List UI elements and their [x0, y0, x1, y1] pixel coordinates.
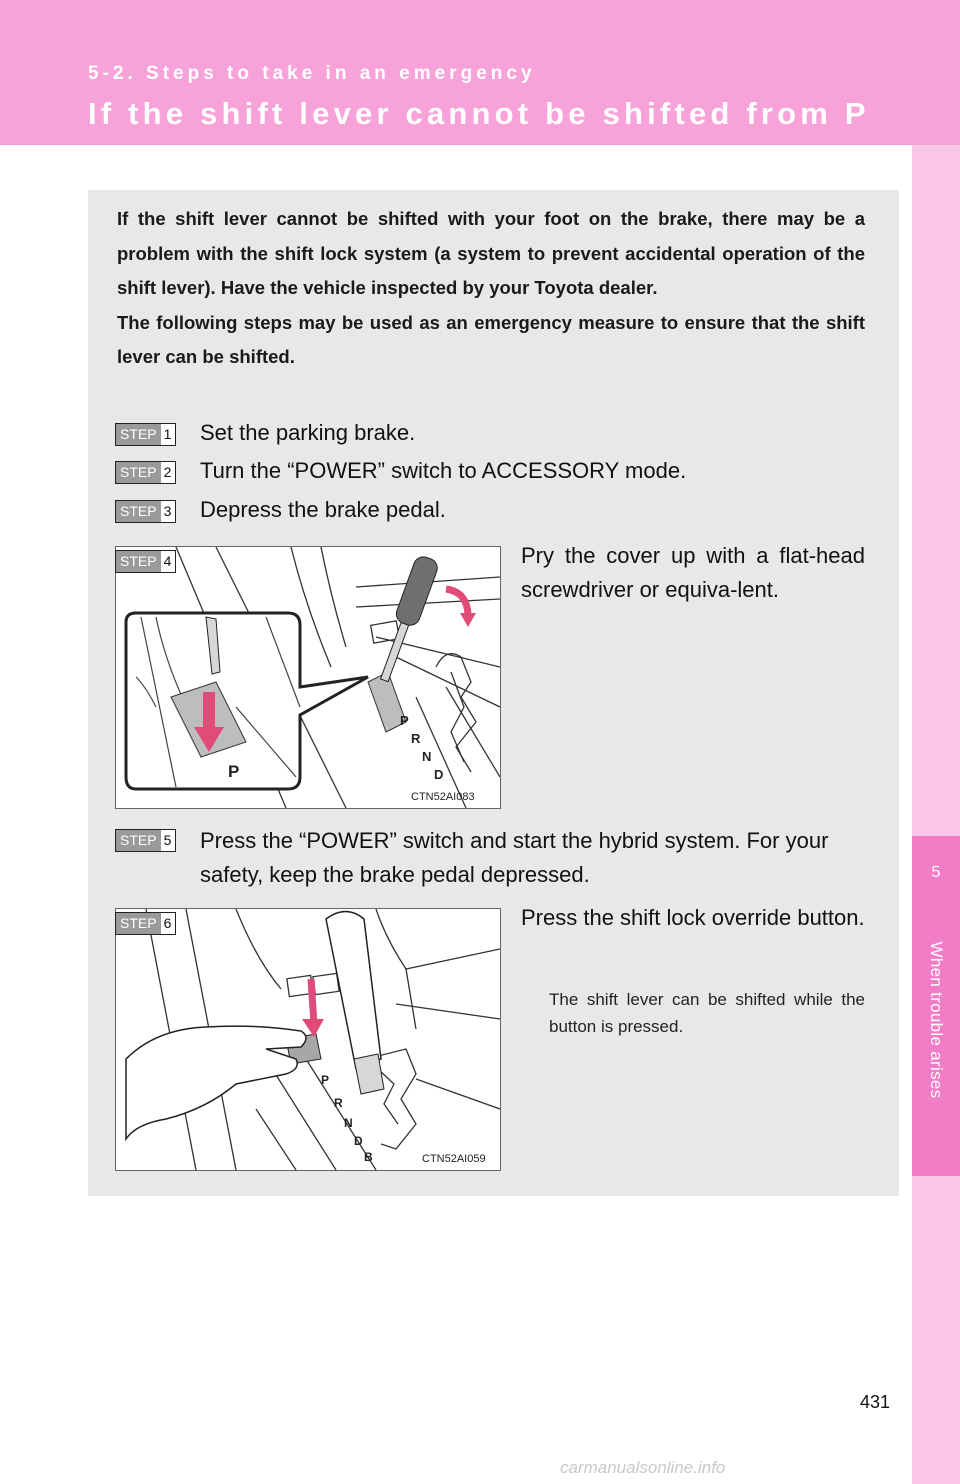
gear-letter-n: N [422, 749, 432, 764]
step-2-text: Turn the “POWER” switch to ACCESSORY mode. [200, 458, 687, 483]
page-number: 431 [860, 1392, 891, 1412]
illustration-code: CTN52AI059 [422, 1153, 486, 1165]
intro-paragraph-1: If the shift lever cannot be shifted with your foot on the brake, there may be a problem with the shift lock system (a system to prevent accidental operation of the shift lever). Have the vehicle inspected by your Toyota dealer. [117, 208, 865, 298]
step-6-text: Press the shift lock override button. [521, 905, 865, 930]
step-4-text: Pry the cover up with a flat-head screwdriver or equiva-lent. [521, 543, 865, 602]
step-label: STEP [116, 501, 161, 522]
step-number: 3 [163, 503, 172, 519]
intro-text [117, 202, 865, 375]
gear-letter-p: P [321, 1073, 330, 1087]
side-tab [912, 145, 960, 1484]
gear-letter-r: R [411, 731, 421, 746]
step-badge-6 [115, 912, 176, 935]
illustration-code: CTN52AI083 [411, 791, 475, 803]
gear-letter-r: R [334, 1096, 343, 1110]
gear-letter-d: D [354, 1134, 363, 1148]
gear-letter-b: B [364, 1150, 373, 1164]
override-button-drawing [116, 909, 500, 1170]
step-number: 2 [163, 464, 172, 480]
step-label: STEP [116, 913, 161, 934]
step-badge-1 [115, 423, 176, 446]
section-heading: 5-2. Steps to take in an emergency [88, 63, 536, 84]
chapter-number: 5 [931, 864, 941, 881]
pry-cover-drawing [116, 547, 500, 808]
page-title: If the shift lever cannot be shifted from P [88, 96, 870, 131]
intro-paragraph-2: The following steps may be used as an emergency measure to ensure that the shift lever can be shifted. [117, 311, 865, 367]
gear-letter-p: P [400, 713, 409, 728]
step-3-text: Depress the brake pedal. [200, 497, 446, 522]
watermark: carmanualsonline.info [560, 1458, 726, 1477]
gear-letter-d: D [434, 767, 444, 782]
step-5-text: Press the “POWER” switch and start the hybrid system. For your safety, keep the brake pedal depressed. [200, 828, 829, 887]
step-number: 4 [163, 553, 172, 569]
step-badge-3 [115, 500, 176, 523]
step-label: STEP [116, 424, 161, 445]
step-label: STEP [116, 551, 161, 572]
step-label: STEP [116, 830, 161, 851]
step-number: 6 [163, 915, 172, 931]
step-6-note: The shift lever can be shifted while the button is pressed. [549, 990, 865, 1036]
illustration-pry-cover [115, 546, 501, 809]
step-badge-4 [115, 550, 176, 573]
inset-letter-p: P [228, 762, 240, 781]
illustration-override-button [115, 908, 501, 1171]
step-1-text: Set the parking brake. [200, 420, 416, 445]
step-label: STEP [116, 462, 161, 483]
step-number: 1 [163, 426, 172, 442]
chapter-title: When trouble arises [927, 941, 946, 1099]
step-badge-2 [115, 461, 176, 484]
gear-letter-n: N [344, 1116, 353, 1130]
step-badge-5 [115, 829, 176, 852]
step-number: 5 [163, 832, 172, 848]
